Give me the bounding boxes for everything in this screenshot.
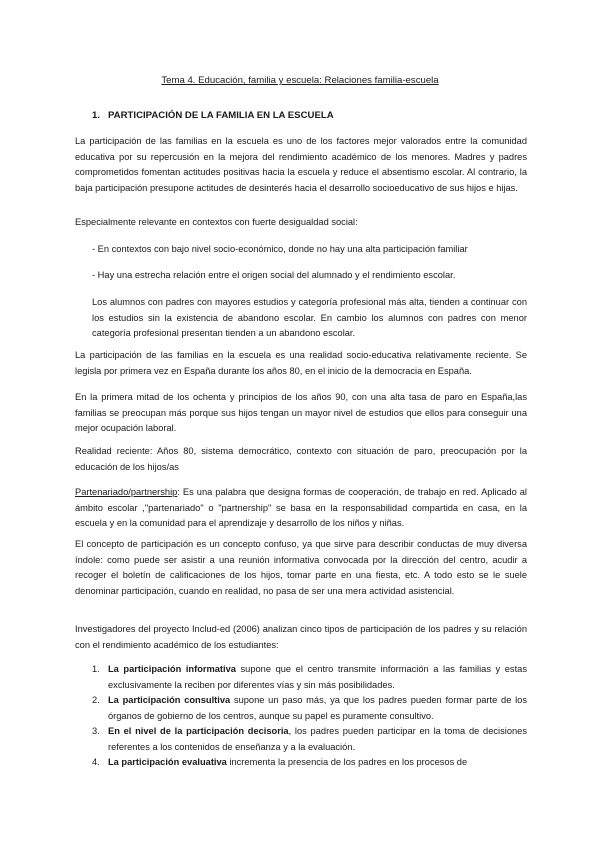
paragraph-included: Investigadores del proyecto Includ-ed (2006) analizan cinco tipos de participación de los padres y su relación con el rendimiento académico de los estudiantes: [75,624,527,650]
paragraph-summary: Realidad reciente: Años 80, sistema democrático, contexto con situación de paro, preocupación por la educación de los hijos/as [75,446,527,472]
partnership-definition: : Es una palabra que designa formas de cooperación, de trabajo en red. Aplicado al ámbito escolar ,"partenariado" o "partnership" se basa en la responsabilidad compartida en casa, en la escuela y en la comunidad para el aprendizaje y desarrollo de los niños y niñas. [75,487,527,528]
paragraph-indented: Los alumnos con padres con mayores estudios y categoría profesional más alta, tienden a continuar con los estudios sin la existencia de abandono escolar. En cambio los alumnos con padres con menor categoría profesional presentan tienden a un abandono escolar. [92,297,527,338]
partnership-term: Partenariado/partnership [75,487,178,497]
paragraph-recent: La participación de las familias en la escuela es una realidad socio-educativa relativamente reciente. Se legisla por primera vez en España durante los años 80, en el inicio de la democracia en España. [75,350,527,376]
paragraph-eighties: En la primera mitad de los ochenta y principios de los años 90, con una alta tasa de paro en España,las familias se preocupan más porque sus hijos tengan un mayor nivel de estudios que ellos para conseguir una mejor ocupación laboral. [75,392,527,433]
paragraph-intro: La participación de las familias en la escuela es uno de los factores mejor valorados entre la comunidad educativa por su repercusión en la mejora del rendimiento académico de los menores. Madres y padres comprometidos fomentan actitudes positivas hacia la escuela y reduce el absentismo escolar. Al contrario, la baja participación presupone actitudes de desinterés hacia el desarrollo socioeducativo de sus hijos e hijas. [75,136,527,193]
list-item: 3. En el nivel de la participación decisoria, los padres pueden participar en la toma de decisiones referentes a los contenidos de enseñanza y a la evaluación. [92,726,527,752]
bullet-item: - Hay una estrecha relación entre el origen social del alumnado y el rendimiento escolar. [92,270,456,280]
participation-types-list [92,662,527,771]
paragraph-partnership [75,485,527,532]
section-number: 1. [92,110,101,121]
list-item: 1. La participación informativa supone que el centro transmite información a las familias y estas exclusivamente la reciben por diferentes vías y sin más posibilidades. [92,664,527,690]
paragraph-concept: El concepto de participación es un concepto confuso, ya que sirve para describir conductas de muy diversa índole: como puede ser asistir a una reunión informativa convocada por la dirección del centro, acudir a recoger el boletín de calificaciones de los hijos, tomar parte en una fiesta, etc. A todo esto se le suele denominar participación, cuando en realidad, no pasa de ser una mera actividad asistencial. [75,539,527,596]
section-title: PARTICIPACIÓN DE LA FAMILIA EN LA ESCUELA [108,110,334,121]
section-heading [92,110,334,121]
bullet-item: - En contextos con bajo nivel socio-económico, donde no hay una alta participación familiar [92,244,468,254]
paragraph-inequality: Especialmente relevante en contextos con fuerte desigualdad social: [75,217,358,227]
document-title: Tema 4. Educación, familia y escuela: Relaciones familia-escuela [161,75,439,86]
list-item: 4. La participación evaluativa incrementa la presencia de los padres en los procesos de [92,757,468,767]
list-item: 2. La participación consultiva supone un paso más, ya que los padres pueden formar parte de los órganos de gobierno de los centros, aunque su papel es puramente consultivo. [92,695,527,721]
